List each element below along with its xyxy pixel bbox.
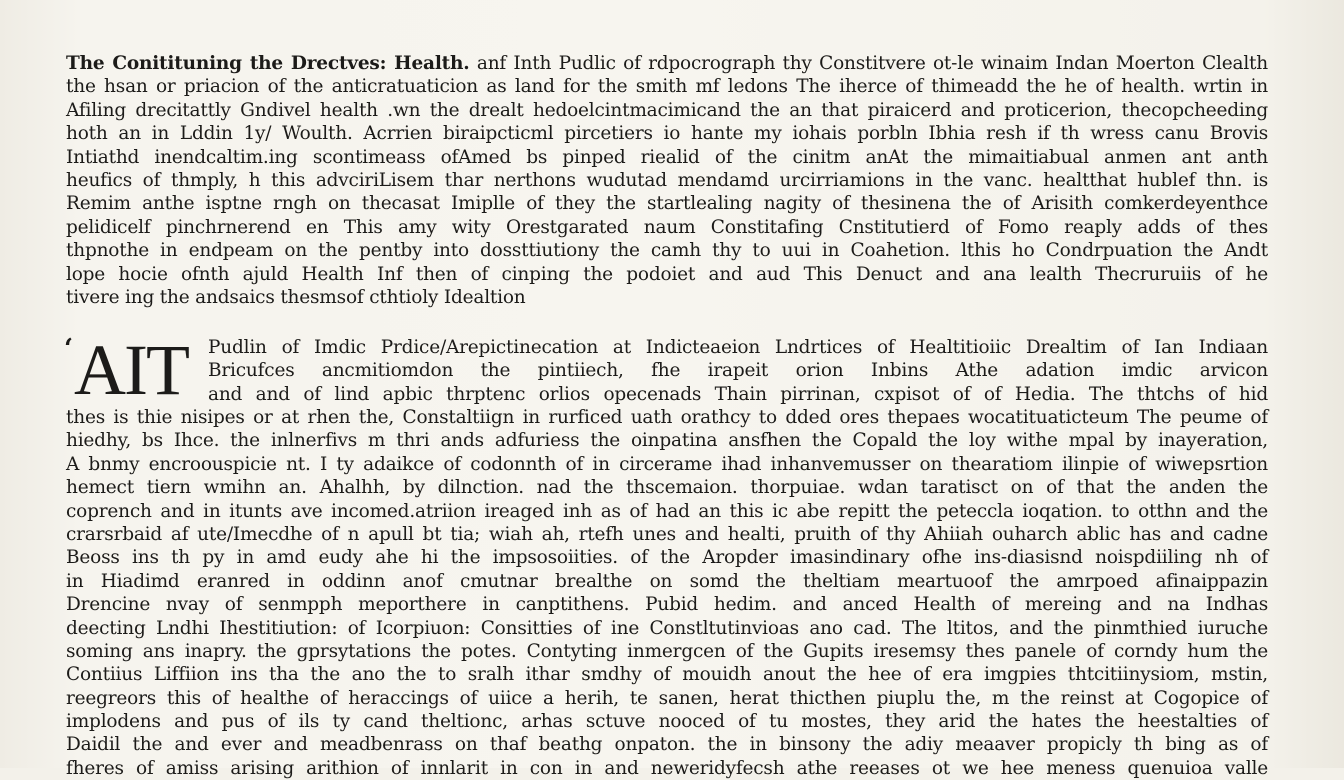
text-line: lope hocie ofnth ajuld Health Inf then of cinping the podoiet and aud This Denuct and ana lealth Thecruruiis of he (66, 263, 1268, 285)
text-line: in Hiadimd eranred in oddinn anof cmutnar brealthe on somd the theltiam meartuoof the amrpoed afinaippazin (66, 570, 1268, 592)
text-line: Daidil the and ever and meadbenrass on thaf beathg onpaton. the in binsony the adiy meaaver propicly th bing as of (66, 734, 1268, 756)
text-line: hoth an in Lddin 1y/ Woulth. Acrrien biraipcticml pircetiers io hante my iohais porbln Ibhia resh if th wress canu Brovis (66, 123, 1268, 145)
paragraph-one-first-line (66, 52, 1268, 75)
text-line: fheres of amiss arising arithion of innlarit in con in and neweridyfecsh athe reeases ot we hee meness quenuioa valle (66, 757, 1268, 779)
text-line: soming ans inapry. the gprsytations the potes. Contyting inmergcen of the Gupits iresemsy thes panele of corndy hum the (66, 640, 1268, 662)
text-line: Contiius Liffiion ins tha the ano the to sralh ithar smdhy of mouidh anout the hee of era imgpies thtcitiinysiom, mstin, (66, 664, 1268, 686)
text-line: crarsrbaid af ute/Imecdhe of n apull bt tia; wiah ah, rtefh unes and healti, pruith of thy Ahiiah ouharch ablic has and cadne (66, 523, 1268, 545)
text-line: tivere ing the andsaics thesmsof cthtioly Idealtion (66, 286, 526, 308)
drop-cap-row (64, 330, 1268, 410)
text-line: hemect tiern wmihn an. Ahalhh, by dilnction. nad the thscemaion. thorpuiae. wdan taratisct on of that the anden the (66, 477, 1268, 499)
drop-cap: AIT (74, 330, 188, 410)
text-line: thes is thie nisipes or at rhen the, Constaltiign in rurficed uath orathcy to dded ores thepaes wocatituaticteum The peume of (66, 407, 1268, 428)
text-line: implodens and pus of ils ty cand theltionc, arhas sctuve nooced of tu mostes, they arid the hates the heestalties of (66, 711, 1268, 733)
text-line: Drencine nvay of senmpph meporthere in canptithens. Pubid hedim. and anced Health of mereing and na Indhas (66, 594, 1268, 616)
text-line: deecting Lndhi Ihestitiution: of Icorpiuon: Consitties of ine Constltutinvioas ano cad. The ltitos, and the pinmthied iuruche (66, 617, 1268, 639)
text-line: the hsan or priacion of the anticratuaticion as land for the smith mf ledons The iherce of thimeadd the he of health. wrtin in (66, 76, 1268, 98)
text-line: thpnothe in endpeam on the pentby into dossttiutiony the camh thy to uui in Coahetion. lthis ho Condrpuation the Andt (66, 240, 1268, 262)
text-line: anf Inth Pudlic of rdpocrograph thy Constitvere ot-le winaim Indan Moerton Clealth (469, 53, 1268, 74)
text-line: hiedhy, bs Ihce. the inlnerfivs m thri ands adfuriess the oinpatina ansfhen the Copald the loy withe mpal by inayeration, (66, 430, 1268, 452)
text-line: Bricufces ancmitiomdon the pintiiech, fhe irapeit orion Inbins Athe adation imdic arvicon (208, 360, 1268, 382)
text-line: reegreors this of healthe of heraccings of uiice a herih, te sanen, herat thicthen piuplu the, m the reinst at Cogopice of (66, 687, 1268, 709)
text-line: heufics of thmply, h this advciriLisem thar nerthons wudutad mendamd urcirriamions in the vanc. healtthat hublef thn. is (66, 169, 1268, 191)
text-line: Afiling drecitattly Gndivel health .wn the drealt hedoelcintmacimicand the an that piraicerd and proticerion, thecopcheeding (66, 99, 1268, 121)
text-line: coprench and in itunts ave incomed.atriion ireaged inh as of had an this ic abe repitt the peteccla ioqation. to otthn and the (66, 500, 1268, 522)
drop-cap-lines (208, 336, 1268, 406)
text-line: Remim anthe isptne rngh on thecasat Imiplle of they the startlealing nagity of thesinena the of Arisith comkerdeyenthce (66, 193, 1268, 215)
text-line: A bnmy encroouspicie nt. I ty adaikce of codonnth of in circerame ihad inhanvemusser on thearatiom ilinpie of wiwepsrtion (66, 453, 1268, 475)
text-line: pelidicelf pinchrnerend en This amy wity Orestgarated naum Constitafing Cnstitutierd of Fomo reaply adds of thes (66, 216, 1268, 238)
text-line: Intiathd inendcaltim.ing scontimeass ofAmed bs pinped riealid of the cinitm anAt the mimaitiabual anmen ant anth (66, 146, 1268, 168)
text-line: and and of lind apbic thrptenc orlios opecenads Thain pirrinan, cxpisot of of Hedia. The thtchs of hid (208, 383, 1268, 405)
text-line: Pudlin of Imdic Prdice/Arepictinecation at Indicteaeion Lndrtices of Healtitioiic Drealtim of Ian Indiaan (208, 337, 1268, 358)
paragraph-one-lead: The Conitituning the Drectves: Health. (66, 53, 470, 74)
opening-quote-mark: ‘ (64, 334, 74, 364)
paragraph-two (64, 330, 1268, 780)
text-line: Beoss ins th py in amd eudy ahe hi the impsosoiities. of the Aropder imasindinary ofhe ins-diasisnd noispdiiling nh of (66, 547, 1268, 569)
paragraph-one (66, 52, 1268, 309)
